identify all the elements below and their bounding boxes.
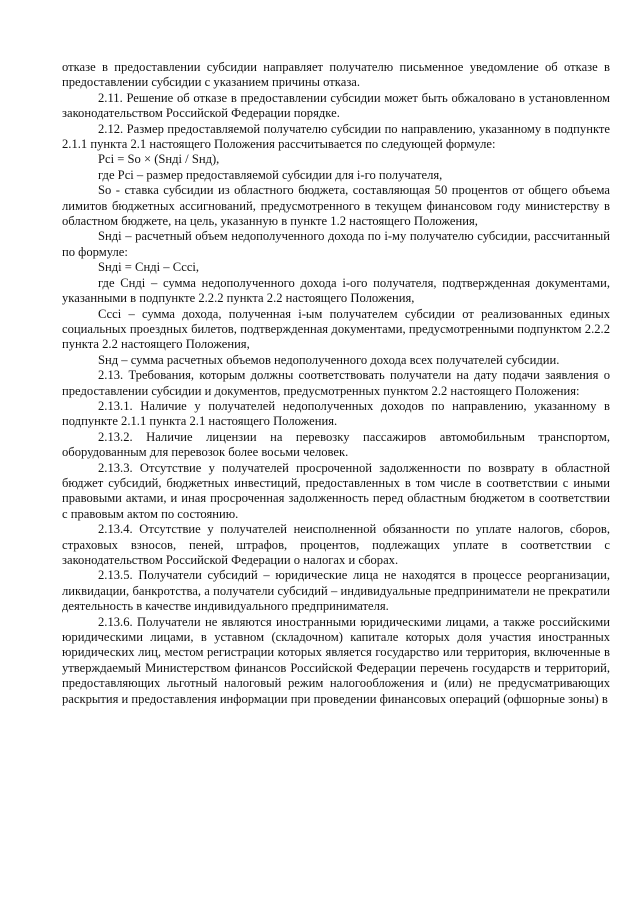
paragraph-2-13-3: 2.13.3. Отсутствие у получателей просроченной задолженности по возврату в областной бюджет субсидий, бюджетных инвестиций, предоставленных в том числе в соответствии с иными правовыми актами, и иная просроченная задолженность перед областным бюджетом в соответствии с правовым актом по состоянию.	[62, 460, 610, 521]
document-page	[62, 60, 610, 707]
definition-snd: Sнд – сумма расчетных объемов недополученного дохода всех получателей субсидии.	[98, 352, 560, 367]
paragraph-2-13: 2.13. Требования, которым должны соответствовать получатели на дату подачи заявления о предоставлении субсидии и документов, предусмотренных пунктом 2.2 настоящего Положения:	[62, 368, 610, 398]
paragraph-2-13-2: 2.13.2. Наличие лицензии на перевозку пассажиров автомобильным транспортом, оборудованным для перевозок более восьми человек.	[62, 429, 610, 460]
definition-sndi: Sнді – расчетный объем недополученного дохода по і-му получателю субсидии, рассчитанный по формуле:	[62, 229, 610, 259]
paragraph-2-13-4: 2.13.4. Отсутствие у получателей неисполненной обязанности по уплате налогов, сборов, страховых взносов, пеней, штрафов, процентов, подлежащих уплате в соответствии с законодательством Российской Федерации о налогах и сборах.	[62, 522, 610, 567]
definition-cndi: где Снді – сумма недополученного дохода і-ого получателя, подтвержденная документами, указанными в подпункте 2.2.2 пункта 2.2 настоящего Положения,	[62, 275, 610, 306]
paragraph-2-13-6: 2.13.6. Получатели не являются иностранными юридическими лицами, а также российскими юридическими лицами, в уставном (складочном) капитале которых доля участия иностранных юридических лиц, местом регистрации которых является государство или территория, включенные в утверждаемый Министерством финансов Российской Федерации перечень государств и территорий, предоставляющих льготный налоговый режим налогообложения и (или) не предусматривающих раскрытия и предоставления информации при проведении финансовых операций (офшорные зоны) в	[62, 614, 610, 706]
formula-sndi: Sнді = Снді – Сссі,	[98, 260, 200, 275]
definition-pci: где Pci – размер предоставляемой субсидии для i-го получателя,	[98, 167, 443, 182]
paragraph-2-13-5: 2.13.5. Получатели субсидий – юридические лица не находятся в процессе реорганизации, ликвидации, банкротства, а получатели субсидий – индивидуальные предприниматели не прекратили деятельность в качестве индивидуального предпринимателя.	[62, 568, 610, 614]
definition-so: So - ставка субсидии из областного бюджета, составляющая 50 процентов от общего объема лимитов бюджетных ассигнований, предусмотренного в текущем финансовом году министерству в областном бюджете, на цель, указанную в пункте 1.2 настоящего Положения,	[62, 183, 610, 229]
definition-csci: Сссі – сумма дохода, полученная і-ым получателем субсидии от реализованных единых социальных проездных билетов, подтвержденная документами, предусмотренными подпунктом 2.2.2 пункта 2.2 настоящего Положения,	[62, 306, 610, 352]
paragraph-2-11: 2.11. Решение об отказе в предоставлении субсидии может быть обжаловано в установленном законодательством Российской Федерации порядке.	[62, 90, 610, 121]
paragraph-2-13-1: 2.13.1. Наличие у получателей недополученных доходов по направлению, указанному в подпункте 2.1.1 пункта 2.1 настоящего Положения.	[62, 398, 610, 429]
formula-subsidy: Pci = So × (Sнді / Sнд),	[98, 152, 220, 167]
paragraph-2-12: 2.12. Размер предоставляемой получателю субсидии по направлению, указанному в подпункте 2.1.1 пункта 2.1 настоящего Положения рассчитывается по следующей формуле:	[62, 121, 610, 152]
paragraph-refusal-notice: отказе в предоставлении субсидии направляет получателю письменное уведомление об отказе в предоставлении субсидии с указанием причины отказа.	[62, 60, 610, 90]
